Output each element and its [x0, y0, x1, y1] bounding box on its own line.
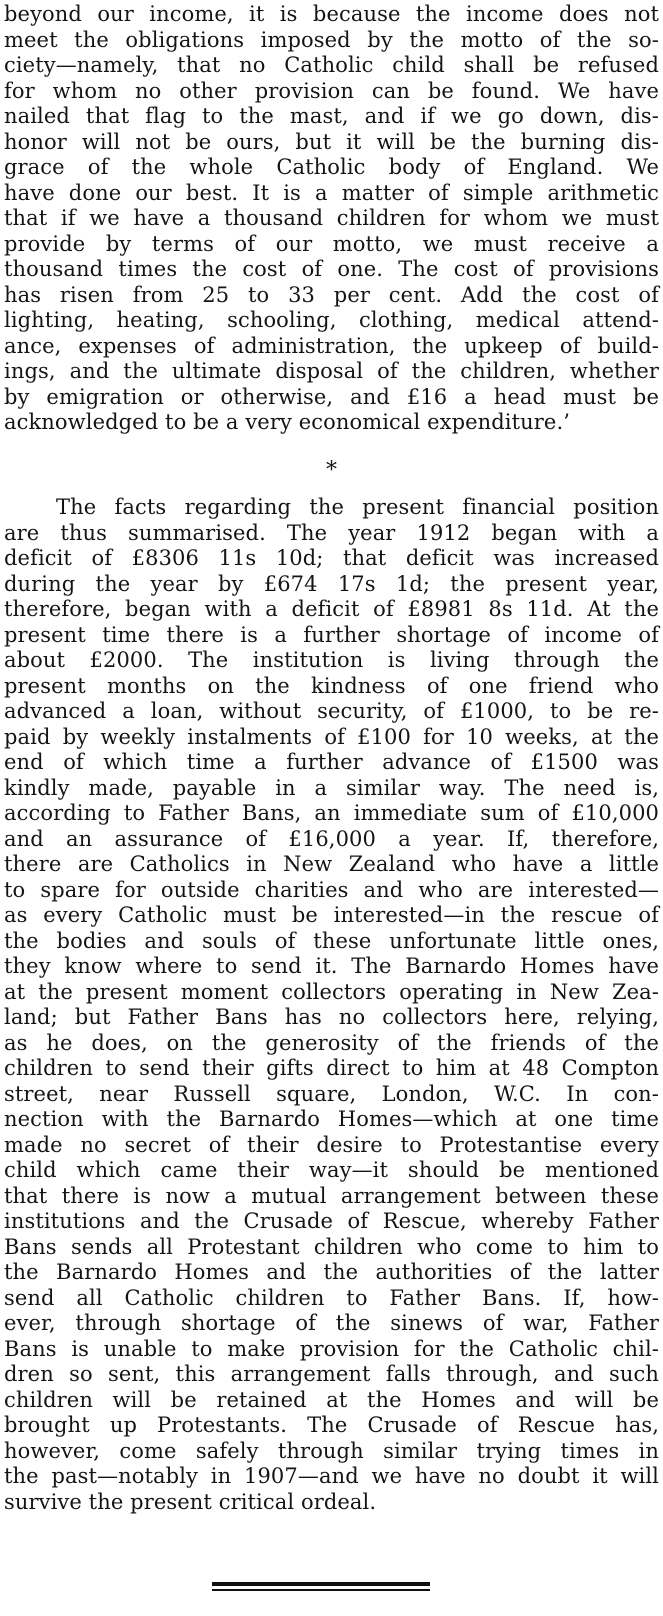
- text-line: ings, and the ultimate disposal of the children, whether: [4, 359, 659, 383]
- text-line: has risen from 25 to 33 per cent. Add the cost of: [4, 282, 659, 307]
- text-line: honor will not be ours, but it will be the burning dis-: [4, 129, 659, 154]
- text-line: are thus summarised. The year 1912 began with a: [4, 520, 659, 545]
- text-line: kindly made, payable in a similar way. The need is,: [4, 775, 659, 800]
- text-line: as every Catholic must be interested—in the rescue of: [4, 903, 659, 927]
- text-line: meet the obligations imposed by the motto of the so-: [4, 27, 659, 52]
- text-line: paid by weekly instalments of £100 for 10 weeks, at the: [4, 724, 659, 749]
- text-line: nection with the Barnardo Homes—which at one time: [4, 1107, 659, 1131]
- text-line: that there is now a mutual arrangement between these: [4, 1183, 659, 1208]
- text-line: send all Catholic children to Father Bans. If, how-: [4, 1285, 659, 1310]
- text-line: Bans is unable to make provision for the Catholic chil-: [4, 1336, 659, 1361]
- section-separator-asterisk: *: [326, 458, 337, 483]
- text-line: for whom no other provision can be found. We have: [4, 78, 659, 103]
- text-line: they know where to send it. The Barnardo Homes have: [4, 954, 659, 978]
- text-line: ance, expenses of administration, the upkeep of build-: [4, 333, 659, 358]
- text-line: ciety—namely, that no Catholic child shall be refused: [4, 53, 659, 77]
- text-line: provide by terms of our motto, we must receive a: [4, 231, 659, 256]
- text-line: children will be retained at the Homes and will be: [4, 1387, 659, 1412]
- text-line: institutions and the Crusade of Rescue, whereby Father: [4, 1209, 659, 1233]
- text-line: child which came their way—it should be mentioned: [4, 1158, 659, 1182]
- text-line: lighting, heating, schooling, clothing, medical attend-: [4, 308, 659, 332]
- text-line: therefore, began with a deficit of £8981 8s 11d. At the: [4, 597, 659, 621]
- text-line: the past—notably in 1907—and we have no doubt it will: [4, 1464, 659, 1488]
- text-line: the bodies and souls of these unfortunate little ones,: [4, 928, 659, 953]
- paragraph-continuation: [4, 2, 659, 436]
- text-line: during the year by £674 17s 1d; the present year,: [4, 571, 659, 596]
- text-line: present time there is a further shortage of income of: [4, 622, 659, 647]
- text-line: children to send their gifts direct to him at 48 Compton: [4, 1056, 659, 1080]
- text-line: advanced a loan, without security, of £1000, to be re-: [4, 699, 659, 723]
- text-line: by emigration or otherwise, and £16 a head must be: [4, 384, 659, 409]
- end-rule-thin: [212, 1589, 430, 1591]
- text-line: Bans sends all Protestant children who come to him to: [4, 1234, 659, 1259]
- text-line: according to Father Bans, an immediate sum of £10,000: [4, 801, 659, 825]
- text-line: as he does, on the generosity of the friends of the: [4, 1030, 659, 1055]
- end-rule-thick: [212, 1582, 430, 1586]
- text-line: at the present moment collectors operating in New Zea-: [4, 979, 659, 1004]
- text-line: nailed that flag to the mast, and if we go down, dis-: [4, 104, 659, 128]
- text-line: thousand times the cost of one. The cost of provisions: [4, 257, 659, 281]
- text-line: land; but Father Bans has no collectors here, relying,: [4, 1005, 659, 1029]
- text-line: dren so sent, this arrangement falls through, and such: [4, 1362, 659, 1386]
- paragraph-financial-position: [4, 495, 659, 1515]
- text-line: and an assurance of £16,000 a year. If, therefore,: [4, 826, 659, 851]
- text-line: that if we have a thousand children for whom we must: [4, 206, 659, 230]
- text-line: have done our best. It is a matter of simple arithmetic: [4, 180, 659, 205]
- text-line: made no secret of their desire to Protestantise every: [4, 1132, 659, 1157]
- text-line: ever, through shortage of the sinews of war, Father: [4, 1311, 659, 1335]
- text-line: grace of the whole Catholic body of England. We: [4, 155, 659, 179]
- text-line: street, near Russell square, London, W.C. In con-: [4, 1081, 659, 1106]
- text-line: acknowledged to be a very economical expenditure.’: [4, 410, 571, 434]
- text-line: brought up Protestants. The Crusade of Rescue has,: [4, 1413, 659, 1437]
- text-line: there are Catholics in New Zealand who have a little: [4, 852, 659, 876]
- text-line: about £2000. The institution is living through the: [4, 648, 659, 672]
- text-line: to spare for outside charities and who are interested—: [4, 877, 659, 902]
- text-line: deficit of £8306 11s 10d; that deficit was increased: [4, 546, 659, 570]
- text-line: The facts regarding the present financial position: [56, 495, 659, 519]
- text-line: present months on the kindness of one friend who: [4, 673, 659, 698]
- text-line: however, come safely through similar trying times in: [4, 1438, 659, 1463]
- text-line: survive the present critical ordeal.: [4, 1489, 377, 1514]
- text-line: end of which time a further advance of £1500 was: [4, 750, 659, 774]
- text-line: the Barnardo Homes and the authorities of the latter: [4, 1260, 659, 1284]
- text-line: beyond our income, it is because the income does not: [4, 2, 659, 26]
